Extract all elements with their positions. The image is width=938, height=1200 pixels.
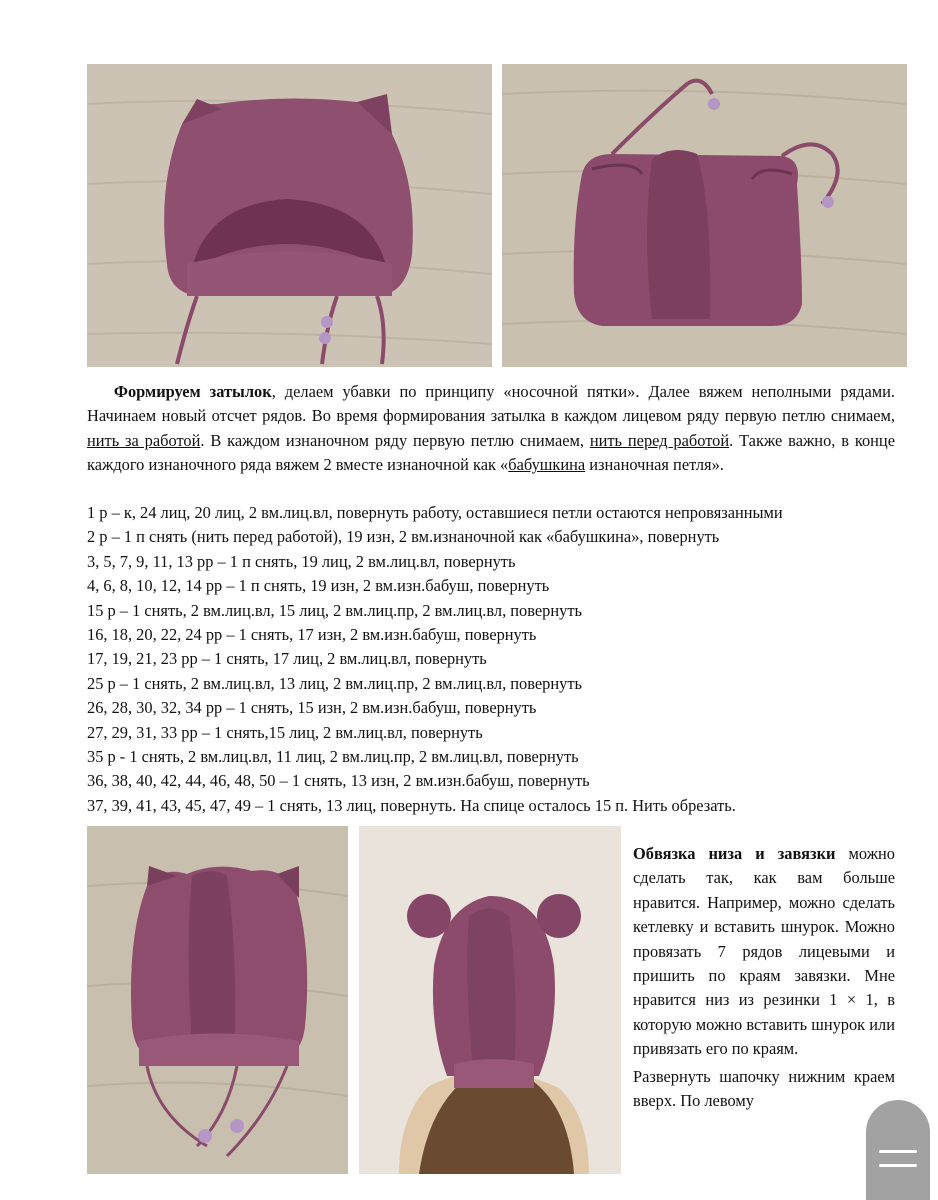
instruction-row: 36, 38, 40, 42, 44, 46, 48, 50 – 1 снять, 13 изн, 2 вм.изн.бабуш, повернуть: [87, 771, 590, 791]
photo-hat-on-doll: [359, 826, 621, 1174]
underlined-term: нить за работой: [87, 430, 201, 450]
instruction-row: 15 р – 1 снять, 2 вм.лиц.вл, 15 лиц, 2 вм.лиц.пр, 2 вм.лиц.вл, повернуть: [87, 600, 582, 620]
photo-hat-back-flat: [502, 64, 907, 367]
instruction-row: 2 р – 1 п снять (нить перед работой), 19 изн, 2 вм.изнаночной как «бабушкина», повернуть: [87, 527, 720, 547]
instruction-row: 27, 29, 31, 33 рр – 1 снять,15 лиц, 2 вм.лиц.вл, повернуть: [87, 722, 483, 742]
edging-text: можно сделать так, как вам больше нравится. Например, можно сделать кетлевку и вставить шнурок. Можно провязать 7 рядов лицевыми и пришить по краям завязки. Мне нравится низ из резинки 1 × 1, в которую можно вставить шнурок или привязать его по краям.: [633, 844, 895, 1059]
menu-button[interactable]: [866, 1100, 930, 1200]
paragraph-text: . В каждом изнаночном ряду первую петлю снимаем,: [200, 430, 590, 450]
instruction-row: 1 р – к, 24 лиц, 20 лиц, 2 вм.лиц.вл, повернуть работу, оставшиеся петли остаются непровязанными: [87, 503, 783, 522]
neck-shaping-paragraph: [87, 380, 895, 478]
instruction-row: 37, 39, 41, 43, 45, 47, 49 – 1 снять, 13 лиц, повернуть. На спице осталось 15 п. Нить обрезать.: [87, 795, 736, 815]
instruction-row: 17, 19, 21, 23 рр – 1 снять, 17 лиц, 2 вм.лиц.вл, повернуть: [87, 649, 487, 669]
edging-text-column: [633, 842, 895, 1116]
photo-hat-inside-view: [87, 64, 492, 367]
photo-hat-with-ties: [87, 826, 348, 1174]
paragraph-lead: Формируем затылок: [113, 382, 272, 401]
paragraph-text: . Также важно, в конце каждого изнаночного ряда вяжем 2 вместе изнаночной как «: [87, 430, 895, 475]
instruction-row: 3, 5, 7, 9, 11, 13 рр – 1 п снять, 19 лиц, 2 вм.лиц.вл, повернуть: [87, 551, 516, 571]
turn-paragraph: Развернуть шапочку нижним краем вверх. По левому: [633, 1066, 895, 1111]
instruction-row: 26, 28, 30, 32, 34 рр – 1 снять, 15 изн, 2 вм.изн.бабуш, повернуть: [87, 698, 537, 718]
paragraph-text: , делаем убавки по принципу «носочной пятки». Далее вяжем неполными рядами. Начинаем новый отсчет рядов. Во время формирования затылка в каждом лицевом ряду первую петлю снимаем,: [87, 382, 895, 426]
instruction-row: 16, 18, 20, 22, 24 рр – 1 снять, 17 изн, 2 вм.изн.бабуш, повернуть: [87, 625, 537, 645]
instruction-row: 25 р – 1 снять, 2 вм.лиц.вл, 13 лиц, 2 вм.лиц.пр, 2 вм.лиц.вл, повернуть: [87, 673, 582, 693]
underlined-term: нить перед работой: [589, 430, 730, 450]
paragraph-text: изнаночная петля».: [585, 455, 724, 475]
instruction-row: 35 р - 1 снять, 2 вм.лиц.вл, 11 лиц, 2 вм.лиц.пр, 2 вм.лиц.вл, повернуть: [87, 747, 579, 767]
edging-paragraph: [633, 842, 895, 1062]
underlined-term: бабушкина: [508, 455, 586, 475]
row-instructions-list: [87, 501, 907, 818]
edging-lead: Обвязка низа и завязки: [633, 844, 836, 863]
instruction-row: 4, 6, 8, 10, 12, 14 рр – 1 п снять, 19 изн, 2 вм.изн.бабуш, повернуть: [87, 576, 550, 596]
